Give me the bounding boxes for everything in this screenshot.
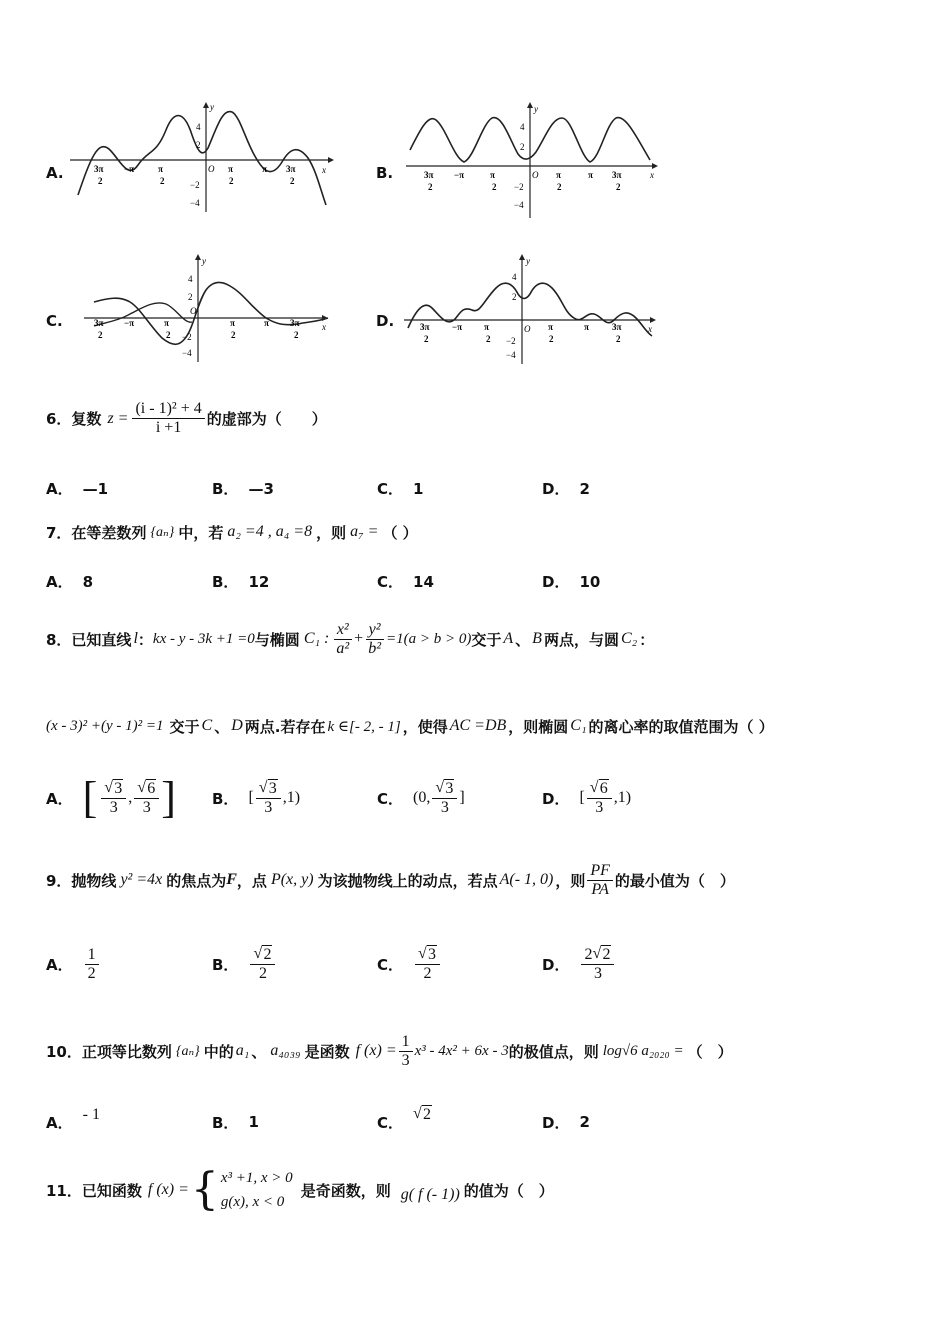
q9-option-a[interactable] — [46, 936, 101, 992]
q8-C: C — [201, 717, 213, 734]
q10-in: 中的 — [203, 1042, 234, 1061]
q6-d-label: D． — [542, 480, 570, 498]
q8-x-num: x² — [334, 621, 352, 640]
graph-c-plot — [84, 252, 340, 372]
q7-b-label: B． — [212, 573, 239, 591]
q9-b-value: √ $\frac{2}{2}$ — [248, 946, 277, 983]
question-11 — [46, 1160, 554, 1220]
question-9 — [46, 848, 735, 912]
q11-expr: g( f (- 1)) — [400, 1186, 460, 1203]
graph-a-y-label: y — [210, 102, 214, 112]
q11-brace: { — [190, 1164, 219, 1215]
graph-b-y2: 2 — [520, 142, 525, 152]
q10-b-value: 1 — [248, 1113, 259, 1131]
graph-c-y2: 2 — [188, 292, 193, 302]
q6-b-label: B． — [212, 480, 239, 498]
q8-ac-db: AC =DB — [449, 717, 507, 734]
graph-a-yn4: −4 — [190, 198, 200, 208]
q8-sep: 、 — [515, 630, 531, 649]
graph-option-d — [370, 252, 670, 372]
graph-a-tick-halfpi: π — [228, 164, 233, 174]
graph-d-yn2: −2 — [506, 336, 516, 346]
q9-tail: 的最小值为（ ） — [614, 871, 735, 890]
graph-b-y-label: y — [534, 104, 538, 114]
graph-c-tick-3pi-neg: 3π — [94, 318, 104, 328]
q7-cond: a₂ =4 , a₄ =8 — [227, 523, 313, 540]
graph-c-yn4: −4 — [182, 348, 192, 358]
graph-b-tick-3pi: 3π — [612, 170, 622, 180]
graph-b-x-label: x — [650, 170, 654, 180]
graph-option-a — [40, 100, 340, 220]
graph-b-origin: O — [532, 170, 539, 180]
q9-then: ，则 — [555, 871, 586, 890]
graph-b-tick-halfpi-neg: π — [490, 170, 495, 180]
graph-c-origin: O — [190, 306, 197, 316]
q7-option-c[interactable] — [377, 571, 434, 592]
q8-a-frac-1: √ $\frac{3}{3}$ — [101, 780, 126, 817]
q10-extreme: 的极值点，则 — [508, 1042, 599, 1061]
graph-d-tick-pi: π — [584, 322, 589, 332]
q10-log: log√6 a₂₀₂₀ = — [602, 1042, 684, 1059]
q11-number: 11．已知函数 — [46, 1181, 142, 1200]
graph-b-tick-2-half: 2 — [557, 182, 562, 192]
graph-d-origin: O — [524, 324, 531, 334]
q11-odd: 是奇函数，则 — [300, 1181, 391, 1200]
question-6 — [46, 400, 327, 437]
q11-case-2: g(x), x < 0 — [220, 1194, 285, 1210]
graph-d-tick-2-half: 2 — [549, 334, 554, 344]
graph-b-yn2: −2 — [514, 182, 524, 192]
graph-a-tick-pi: π — [262, 164, 267, 174]
graph-d-tick-halfpi-neg: π — [484, 322, 489, 332]
graph-d-tick-2: 2 — [616, 334, 621, 344]
q9-parabola: y² =4x — [120, 871, 163, 888]
q8-B: B — [532, 630, 542, 647]
q10-frac-den: 3 — [401, 1051, 410, 1069]
q8-a-bracket-close: ] — [161, 773, 176, 822]
q11-case-1: x³ +1, x > 0 — [220, 1170, 293, 1186]
graph-c-tick-2-half: 2 — [231, 330, 236, 340]
graph-d-tick-2-neg: 2 — [424, 334, 429, 344]
graph-c-label: C. — [46, 312, 63, 330]
q9-ratio-den: PA — [591, 880, 609, 898]
q10-frac — [399, 1033, 413, 1070]
q7-number: 7．在等差数列 — [46, 523, 147, 542]
q8-a-label: A． — [46, 789, 73, 808]
question-10 — [46, 1028, 733, 1074]
graph-c-y4: 4 — [188, 274, 193, 284]
q8-y-num: y² — [366, 621, 384, 640]
q8-d-label: D． — [542, 789, 570, 808]
q8-with-ellipse: 与椭圆 — [254, 630, 300, 649]
q8-option-a[interactable] — [46, 770, 176, 826]
q6-option-a[interactable] — [46, 478, 108, 499]
graph-a-x-label: x — [322, 165, 326, 175]
graph-option-b — [370, 100, 670, 220]
q10-poly: x³ - 4x² + 6x - 3 — [414, 1042, 509, 1059]
q8-exist: 两点.若存在 — [244, 717, 326, 736]
q9-d-label: D． — [542, 955, 570, 974]
q7-b-value: 12 — [248, 572, 270, 591]
graph-a-tick-3pi: 3π — [286, 164, 296, 174]
q8-colon2: ： — [639, 630, 655, 649]
q9-A: A(- 1, 0) — [499, 871, 554, 888]
q10-c-value: √ 2 — [413, 1106, 432, 1124]
q11-cases — [221, 1166, 293, 1214]
q11-fx: f (x) = — [147, 1181, 189, 1198]
q8-option-c[interactable] — [377, 770, 465, 826]
graph-c-tick-halfpi: π — [230, 318, 235, 328]
q9-b-label: B． — [212, 955, 239, 974]
graph-a-tick-2-half-neg: 2 — [160, 176, 165, 186]
q8-number: 8．已知直线 — [46, 630, 132, 649]
q10-tail: （ ） — [687, 1042, 733, 1061]
q7-mid: 中，若 — [178, 523, 224, 542]
q8-b-value: [ √ $\frac{3}{3}$ ,1) — [248, 780, 300, 817]
graph-b-label: B. — [376, 164, 394, 182]
graph-b-yn4: −4 — [514, 200, 524, 210]
q8-c-value: (0, √ $\frac{3}{3}$ ] — [413, 780, 465, 817]
q7-tail: （ ） — [382, 523, 418, 542]
q10-a1: a₁ — [235, 1042, 250, 1059]
q6-denominator: i +1 — [155, 419, 182, 436]
q8-k-range: k ∈[- 2, - 1] — [327, 718, 401, 735]
q6-number: 6．复数 — [46, 410, 102, 428]
graph-d-plot — [404, 252, 666, 372]
q8-intersect2: 交于 — [169, 717, 200, 736]
q8-y-den: b² — [368, 639, 381, 657]
q10-option-d[interactable] — [542, 1104, 590, 1140]
graph-d-tick-halfpi: π — [548, 322, 553, 332]
q8-b-label: B． — [212, 789, 239, 808]
graph-c-yn2: −2 — [182, 332, 192, 342]
q8-such: ，使得 — [402, 717, 448, 736]
q8-intersect: 交于 — [471, 630, 502, 649]
q6-tail: 的虚部为（ ） — [206, 410, 327, 428]
q6-numerator: (i - 1)² + 4 — [132, 400, 204, 419]
q8-c1b: C₁ — [570, 717, 587, 734]
graph-d-yn4: −4 — [506, 350, 516, 360]
q6-c-label: C． — [377, 480, 404, 498]
question-8-line-1 — [46, 606, 654, 672]
graph-d-tick-negpi: −π — [452, 322, 463, 332]
q8-c-label: C． — [377, 789, 404, 808]
q8-sep2: 、 — [214, 717, 230, 736]
q9-option-d[interactable] — [542, 936, 616, 992]
q6-option-c[interactable] — [377, 478, 423, 499]
graph-d-y-label: y — [526, 256, 530, 266]
graph-a-tick-2-neg: 2 — [98, 176, 103, 186]
q9-F: F — [226, 871, 237, 888]
q9-option-b[interactable] — [212, 936, 277, 992]
q8-a-bracket-open: [ — [82, 773, 98, 822]
q7-option-a[interactable] — [46, 571, 93, 592]
q7-d-label: D． — [542, 573, 570, 591]
q8-c1: C₁ : — [303, 630, 330, 647]
question-7 — [46, 514, 418, 550]
graph-d-x-label: x — [648, 324, 652, 334]
q6-b-value: —3 — [248, 479, 274, 498]
q8-line-eq: kx - y - 3k +1 =0 — [152, 630, 255, 647]
q7-c-label: C． — [377, 573, 404, 591]
graph-b-tick-negpi: −π — [454, 170, 465, 180]
q10-d-label: D． — [542, 1113, 570, 1132]
graph-c-tick-2: 2 — [294, 330, 299, 340]
q7-then: ，则 — [316, 523, 347, 542]
q8-c2: C₂ — [620, 630, 638, 647]
graph-d-tick-3pi: 3π — [612, 322, 622, 332]
q10-fx: f (x) = — [355, 1042, 397, 1059]
q6-option-d[interactable] — [542, 478, 590, 499]
q9-d-value: $\frac{2√ 2}{3}$ — [579, 946, 616, 983]
graph-a-tick-negpi: −π — [124, 164, 135, 174]
question-8-line-2 — [46, 708, 774, 744]
q9-option-c[interactable] — [377, 936, 442, 992]
q10-d-value: 2 — [579, 1113, 590, 1131]
graph-a-label: A. — [46, 164, 64, 182]
graph-d-label: D. — [376, 312, 395, 330]
q10-seq: {aₙ} — [175, 1043, 200, 1059]
q8-a-frac-2: √ $\frac{6}{3}$ — [134, 780, 159, 817]
q7-a-value: 8 — [82, 572, 94, 591]
graph-a-tick-halfpi-neg: π — [158, 164, 163, 174]
q8-circle-eq: (x - 3)² +(y - 1)² =1 — [46, 717, 164, 734]
graph-b-tick-pi: π — [588, 170, 593, 180]
graph-a-tick-3pi-neg: 3π — [94, 164, 104, 174]
graph-c-tick-2-neg: 2 — [98, 330, 103, 340]
q9-point: ，点 — [236, 871, 267, 890]
q7-option-b[interactable] — [212, 571, 269, 592]
q10-frac-num: 1 — [399, 1033, 413, 1052]
q9-ratio — [587, 862, 613, 899]
q8-colon: ： — [137, 630, 153, 649]
q6-c-value: 1 — [413, 479, 424, 498]
graph-a-tick-2-half: 2 — [229, 176, 234, 186]
q7-d-value: 10 — [579, 572, 601, 591]
q10-number: 10．正项等比数列 — [46, 1042, 172, 1061]
q9-a-label: A． — [46, 955, 73, 974]
graph-d-tick-3pi-neg: 3π — [420, 322, 430, 332]
q8-two-pts: 两点，与圆 — [543, 630, 619, 649]
q9-c-label: C． — [377, 955, 404, 974]
graph-c-tick-3pi: 3π — [290, 318, 300, 328]
graph-d-tick-2-half-neg: 2 — [486, 334, 491, 344]
q10-c-label: C． — [377, 1113, 404, 1132]
q6-fraction — [132, 400, 204, 437]
q10-a4039: a₄₀₃₉ — [270, 1042, 301, 1059]
q10-b-label: B． — [212, 1113, 239, 1132]
graph-c-x-label: x — [322, 322, 326, 332]
q6-option-b[interactable] — [212, 478, 274, 499]
q10-option-a[interactable] — [46, 1104, 100, 1140]
graph-c-tick-negpi: −π — [124, 318, 135, 328]
q8-ellipse-tail: =1(a > b > 0) — [386, 630, 472, 647]
q8-A: A — [503, 630, 514, 647]
q8-plus: + — [354, 630, 364, 647]
graph-a-tick-2: 2 — [290, 176, 295, 186]
q9-P: P(x, y) — [270, 871, 314, 888]
q9-a-value: $\frac{1}{2}$ — [83, 946, 101, 983]
graph-d-y4: 4 — [512, 272, 517, 282]
q8-D: D — [231, 717, 243, 734]
graph-b-y4: 4 — [520, 122, 525, 132]
q6-z: z = — [107, 409, 129, 427]
graph-d-y2: 2 — [512, 292, 517, 302]
q11-tail: 的值为（ ） — [463, 1181, 554, 1200]
graph-b-tick-halfpi: π — [556, 170, 561, 180]
q8-a-sqrt3: √ 3 — [104, 780, 123, 798]
q7-c-value: 14 — [413, 572, 434, 591]
graph-option-c — [40, 252, 340, 372]
q8-option-d[interactable] — [542, 770, 631, 826]
q6-a-label: A． — [46, 480, 73, 498]
q7-seq: {aₙ} — [150, 524, 175, 540]
graph-b-tick-3pi-neg: 3π — [424, 170, 434, 180]
graph-c-tick-pi: π — [264, 318, 269, 328]
q7-target: a₇ = — [350, 523, 379, 540]
graph-a-y2: 2 — [196, 140, 201, 150]
q10-a-label: A． — [46, 1113, 73, 1132]
graph-a-yn2: −2 — [190, 180, 200, 190]
q9-focus: 的焦点为 — [166, 871, 227, 890]
graph-c-tick-2-half-neg: 2 — [166, 330, 171, 340]
graph-c-tick-halfpi-neg: π — [164, 318, 169, 328]
q7-option-d[interactable] — [542, 571, 600, 592]
q10-option-b[interactable] — [212, 1104, 259, 1140]
q10-option-c[interactable] — [377, 1104, 432, 1140]
q10-a-value: - 1 — [82, 1106, 100, 1123]
graph-b-tick-2-neg: 2 — [428, 182, 433, 192]
q8-then: ，则椭圆 — [508, 717, 569, 736]
graph-a-y4: 4 — [196, 122, 201, 132]
q10-is-fn: 是函数 — [304, 1042, 350, 1061]
q8-x-frac — [333, 621, 352, 658]
graph-a-origin: O — [208, 164, 215, 174]
graph-b-tick-2: 2 — [616, 182, 621, 192]
graph-c-y-label: y — [202, 256, 206, 266]
q6-d-value: 2 — [579, 479, 590, 498]
q8-l: l — [133, 630, 138, 647]
q9-moving: 为该抛物线上的动点，若点 — [317, 871, 498, 890]
graph-b-plot — [406, 100, 666, 220]
q8-a-sqrt6: √ 6 — [137, 780, 156, 798]
q9-ratio-num: PF — [587, 862, 613, 881]
q8-option-b[interactable] — [212, 770, 300, 826]
graph-b-tick-2-half-neg: 2 — [492, 182, 497, 192]
q8-x-den: a² — [336, 639, 350, 657]
graph-a-plot — [70, 100, 340, 220]
q7-a-label: A． — [46, 573, 73, 591]
q8-d-value: [ √ $\frac{6}{3}$ ,1) — [579, 780, 631, 817]
q8-y-frac — [365, 621, 384, 658]
q6-a-value: —1 — [82, 479, 109, 498]
q8-a-value: [ √ $\frac{3}{3}$ , √ $\frac{6}{3}$ ] — [83, 776, 176, 820]
q9-c-value: √ $\frac{3}{2}$ — [413, 946, 442, 983]
q10-sep: 、 — [251, 1042, 267, 1061]
q8-tail: 的离心率的取值范围为（ ） — [588, 717, 774, 736]
q9-number: 9．抛物线 — [46, 871, 117, 890]
